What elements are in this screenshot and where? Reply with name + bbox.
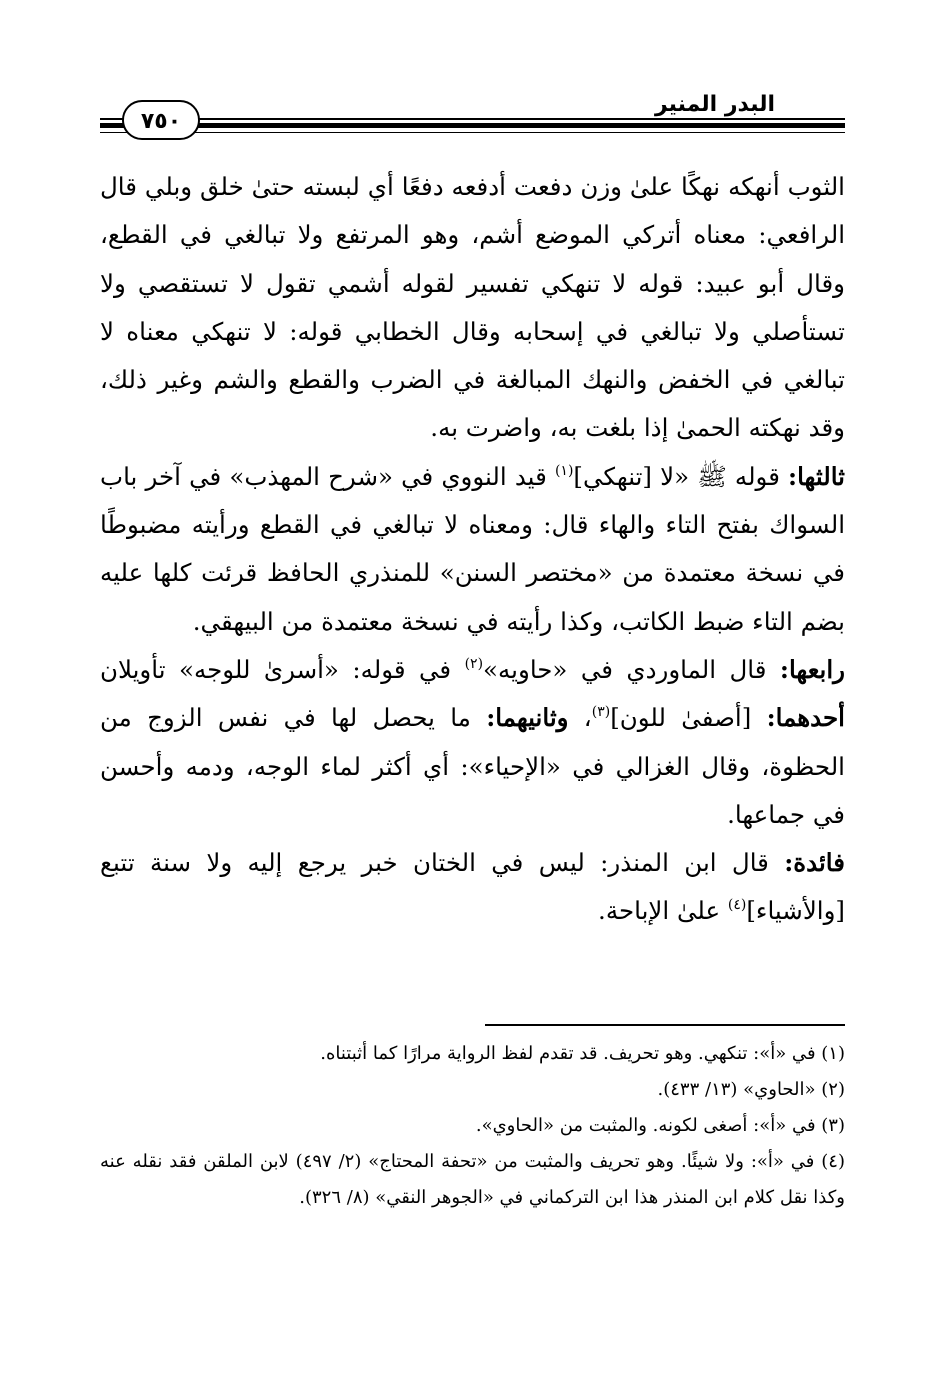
paragraph-3 (100, 646, 845, 839)
header-rule-bottom (100, 132, 845, 133)
footnote-3: (٣) في «أ»: أصغى لكونه. والمثبت من «الحاوي». (475, 1115, 845, 1136)
paragraph-4-text-b: علىٰ الإباحة. (598, 896, 728, 926)
footnote-ref-4: (٤) (727, 897, 747, 914)
page-header (100, 92, 845, 152)
header-rule-thick (100, 123, 845, 128)
footnotes (100, 1036, 845, 1216)
paragraph-4-text-a: قال ابن المنذر: ليس في الختان خبر يرجع إليه ولا سنة تتبع [والأشياء] (100, 848, 845, 926)
label-ahaduhuma: أحدهما: (766, 703, 845, 733)
footnote-separator (485, 1024, 845, 1026)
label-faida: فائدة: (784, 848, 845, 878)
paragraph-3-text-c: [أصفىٰ للون] (610, 703, 767, 733)
running-title: البدر المنير (654, 92, 775, 117)
footnote-4: (٤) في «أ»: ولا شيئًا. وهو تحريف والمثبت من «تحفة المحتاج» (٢/ ٤٩٧) لابن الملقن فقد نقله عنه وكذا نقل كلام ابن المنذر هذا ابن التركماني في «الجوهر النقي» (٨/ ٣٢٦). (100, 1151, 845, 1208)
paragraph-3-text-b: في قوله: «أسرىٰ للوجه» تأويلان (100, 654, 465, 684)
page-number: ٧٥٠ (122, 100, 200, 140)
paragraph-2 (100, 453, 845, 646)
footnote-1: (١) في «أ»: تنكهي. وهو تحريف. قد تقدم لفظ الرواية مرارًا كما أثبتناه. (320, 1043, 845, 1064)
paragraph-4 (100, 839, 845, 936)
main-text (100, 163, 845, 936)
paragraph-1 (100, 163, 845, 453)
label-thaniyhuma: وثانيهما: (486, 703, 569, 733)
paragraph-2-text-a: قوله ﷺ «لا [تنهكي] (573, 461, 789, 491)
paragraph-3-text-a: قال الماوردي في «حاويه» (483, 654, 780, 684)
header-rule-thin (100, 118, 845, 120)
footnote-ref-3: (٣) (591, 704, 611, 721)
paragraph-3-text-e: ما يحصل لها في نفس الزوج من الحظوة، وقال الغزالي في «الإحياء»: أي أكثر لماء الوجه، ودمه وأحسن في جماعها. (100, 703, 845, 829)
footnote-ref-1: (١) (554, 462, 574, 479)
paragraph-1-text: الثوب أنهكه نهكًا علىٰ وزن دفعت أدفعه دفعًا أي لبسته حتىٰ خلق وبلي قال الرافعي: معناه أتركي الموضع أشم، وهو المرتفع ولا تبالغي في القطع، وقال أبو عبيد: قوله لا تنهكي تفسير لقوله أشمي تقول لا تستقصي ولا تستأصلي ولا تبالغي في إسحابه وقال الخطابي قوله: لا تنهكي معناه لا تبالغي في الخفض والنهك المبالغة في الضرب والقطع والشم وغير ذلك، وقد نهكته الحمىٰ إذا بلغت به، واضرت به. (100, 172, 845, 443)
paragraph-2-text-b: قيد النووي في «شرح المهذب» في آخر باب السواك بفتح التاء والهاء قال: ومعناه لا تبالغي في القطع ورأيته مضبوطًا في نسخة معتمدة من «مختصر السنن» للمنذري الحافظ قرئت كلها عليه بضم التاء ضبط الكاتب، وكذا رأيته في نسخة معتمدة من البيهقي. (100, 461, 845, 636)
footnote-ref-2: (٢) (464, 655, 484, 672)
label-thalithuha: ثالثها: (788, 461, 845, 491)
label-rabiuha: رابعها: (779, 654, 845, 684)
paragraph-3-text-d: ، (568, 703, 592, 733)
footnote-2: (٢) «الحاوي» (١٣/ ٤٣٣). (657, 1079, 845, 1100)
